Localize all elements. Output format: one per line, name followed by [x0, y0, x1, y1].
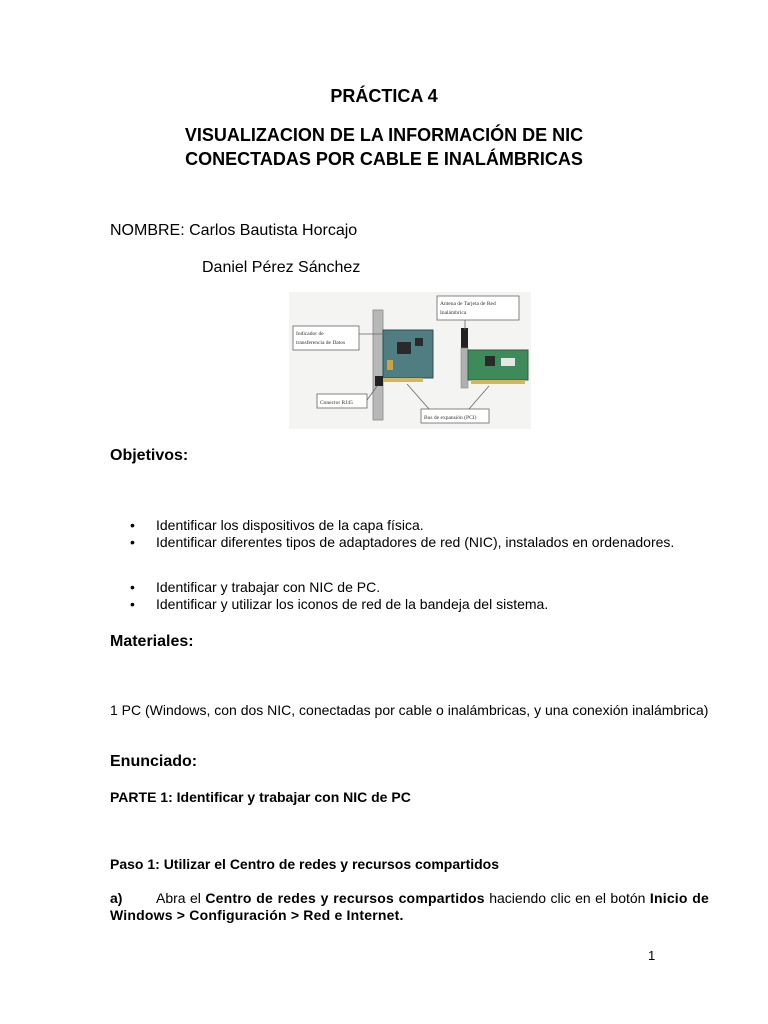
objetivos-list-1 [130, 517, 709, 551]
callout-bus-text: Bus de expansión (PCI) [424, 415, 477, 421]
parte1-heading: PARTE 1: Identificar y trabajar con NIC de PC [110, 789, 411, 805]
list-item: • Identificar los dispositivos de la capa física. [130, 517, 709, 534]
callout-antena-line1: Antena de Tarjeta de Red [440, 301, 496, 307]
step-a-label: a) [110, 890, 123, 906]
nic-figure [289, 292, 531, 429]
objetivos-heading: Objetivos: [110, 447, 189, 464]
document-title-line1: VISUALIZACION DE LA INFORMACIÓN DE NIC [184, 125, 584, 145]
step-a-bold1: Centro de redes y recursos compartidos [205, 890, 485, 906]
materiales-text: 1 PC (Windows, con dos NIC, conectadas por cable o inalámbricas, y una conexión inalámbrica) [110, 702, 709, 718]
step-a-paragraph [110, 890, 709, 924]
author-name-1: NOMBRE: Carlos Bautista Horcajo [110, 222, 358, 239]
list-item: • Identificar y utilizar los iconos de red de la bandeja del sistema. [130, 596, 709, 613]
author-name-2: Daniel Pérez Sánchez [202, 259, 361, 276]
callout-indicador-line1: Indicador de [296, 331, 324, 337]
document-title-line2: CONECTADAS POR CABLE E INALÁMBRICAS [185, 149, 583, 169]
practice-title: PRÁCTICA 4 [330, 86, 438, 106]
step-a-text2: haciendo clic en el botón [484, 890, 650, 906]
list-item: • Identificar y trabajar con NIC de PC. [130, 579, 709, 596]
list-item: • Identificar diferentes tipos de adaptadores de red (NIC), instalados en ordenadores. [130, 534, 709, 551]
materiales-heading: Materiales: [110, 633, 194, 650]
page-number: 1 [648, 948, 656, 963]
step-a-bold2: Inicio de Windows > Configuración > Red e Internet. [110, 890, 710, 923]
step-a-text1: Abra el [156, 890, 206, 906]
enunciado-heading: Enunciado: [110, 753, 198, 770]
callout-indicador-line2: transferencia de Datos [296, 340, 346, 346]
objetivos-list-2 [130, 579, 709, 613]
paso1-heading: Paso 1: Utilizar el Centro de redes y recursos compartidos [110, 856, 500, 872]
callout-antena-line2: Inalámbrica [440, 310, 467, 316]
callout-conector-text: Conector RJ45 [320, 400, 353, 406]
